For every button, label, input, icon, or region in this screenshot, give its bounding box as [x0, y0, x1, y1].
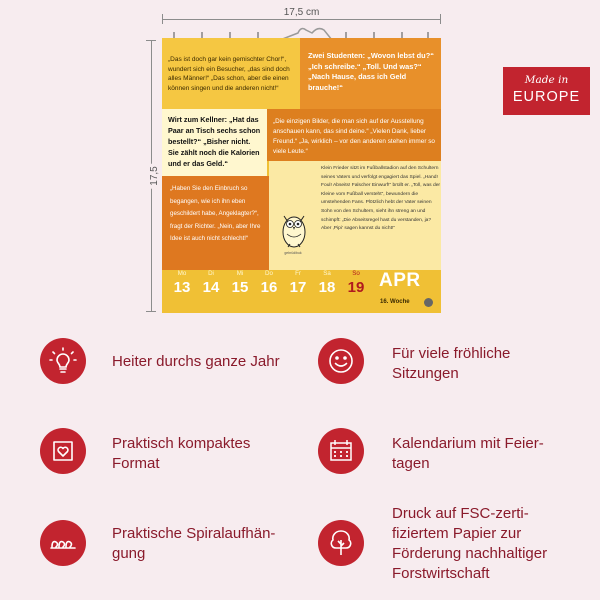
- feature-text-sessions: Für viele fröhliche Sitzungen: [392, 345, 511, 382]
- height-label: 17,5: [149, 163, 160, 188]
- made-in-europe-badge: [503, 67, 590, 115]
- day-friday: [284, 270, 312, 296]
- calendar-icon: [318, 428, 364, 474]
- date-number: 16: [260, 279, 278, 296]
- date-number: 17: [289, 279, 307, 296]
- day-monday: [168, 270, 196, 296]
- feature-text-spiral-hanging: Praktische Spiralaufhän-gung: [112, 525, 276, 562]
- feature-text-fsc-paper: Druck auf FSC-zerti-fiziertem Papier zur Förderung nachhaltiger Forstwirtschaft: [392, 505, 548, 582]
- width-label: 17,5 cm: [280, 7, 324, 18]
- lightbulb-icon: [40, 338, 86, 384]
- feature-text-holidays: Kalendarium mit Feier-tagen: [392, 435, 544, 472]
- day-sunday: [342, 270, 370, 296]
- calendar-page: [162, 38, 441, 313]
- weekday-label: Sa: [323, 270, 331, 277]
- smiley-icon: [318, 338, 364, 384]
- day-tuesday: [197, 270, 225, 296]
- date-number: 19: [347, 279, 365, 296]
- publisher-logo: [424, 298, 433, 307]
- date-number: 15: [231, 279, 249, 296]
- month-label: APR: [379, 270, 421, 291]
- tree-icon: [318, 520, 364, 566]
- weekday-label: So: [352, 270, 360, 277]
- weekday-label: Di: [208, 270, 214, 277]
- height-dimension: [146, 40, 161, 312]
- weekday-label: Mi: [236, 270, 244, 277]
- day-saturday: [313, 270, 341, 296]
- joke-card-exhibition: „Die einzigen Bilder, die man sich auf der Ausstellung anschauen kann, das sind deine.“ „Vielen Dank, lieber Freund.“ „Ja, wirklich – vor den anderen stehen immer so viele Leute.“: [267, 109, 441, 161]
- date-number: 18: [318, 279, 336, 296]
- joke-card-students: Zwei Studenten: „Wovon lebst du?“ „Ich schreibe.“ „Toll. Und was?“ „Nach Hause, dass ich Geld brauche!“: [300, 38, 441, 109]
- date-number: 13: [173, 279, 191, 296]
- owl-caption: gebrüdibuk: [284, 251, 302, 255]
- joke-football-text: Klein Frieder sitzt im Fußballstadion auf den Schultern seines Vaters und verfolgt engagiert das Spiel. „Hand! Foul! Abseits! Falscher Einwurf!“ brüllt er. „Toll, was der Kleine vom Fußball versteht“, bewundern die umstehenden Fans. Plötzlich hebt der Vater seinen Sohn von den Schultern, sieht ihn streng an und schimpft: „Die Abseitsregel hast du verstanden, ja? Aber ‚Pipi‘ sagen kannst du nicht!“: [321, 166, 441, 232]
- badge-line2: EUROPE: [512, 89, 581, 105]
- date-number: 14: [202, 279, 220, 296]
- week-label: 16. Woche: [380, 299, 410, 305]
- frame-heart-icon: [40, 428, 86, 474]
- weekday-label: Fr: [295, 270, 301, 277]
- feature-text-cheerful-year: Heiter durchs ganze Jahr: [112, 353, 280, 370]
- weekday-label: Mo: [177, 270, 187, 277]
- width-dimension: [162, 7, 441, 24]
- joke-card-waiter: Wirt zum Kellner: „Hat das Paar an Tisch sechs schon bestellt?“ „Bisher nicht. Sie zählt noch die Kalorien und er das Geld.“: [162, 109, 267, 176]
- joke-card-burglary: „Haben Sie den Einbruch so begangen, wie ich ihn eben geschildert habe, Angeklagter?“, fragt der Richter. „Nein, aber Ihre Idee ist auch nicht schlecht!“: [162, 176, 269, 270]
- weekday-label: Do: [265, 270, 273, 277]
- day-thursday: [255, 270, 283, 296]
- feature-text-compact-format: Praktisch kompaktes Format: [112, 435, 251, 472]
- spiral-icon: [40, 520, 86, 566]
- joke-card-choir: „Das ist doch gar kein gemischter Chor!“, wundert sich ein Besucher, „das sind doch alles Männer!“ „Das schon, aber die einen können singen und die anderen nicht!“: [162, 38, 300, 109]
- owl-illustration: [277, 206, 311, 250]
- day-wednesday: [226, 270, 254, 296]
- badge-line1: Made in: [524, 74, 569, 86]
